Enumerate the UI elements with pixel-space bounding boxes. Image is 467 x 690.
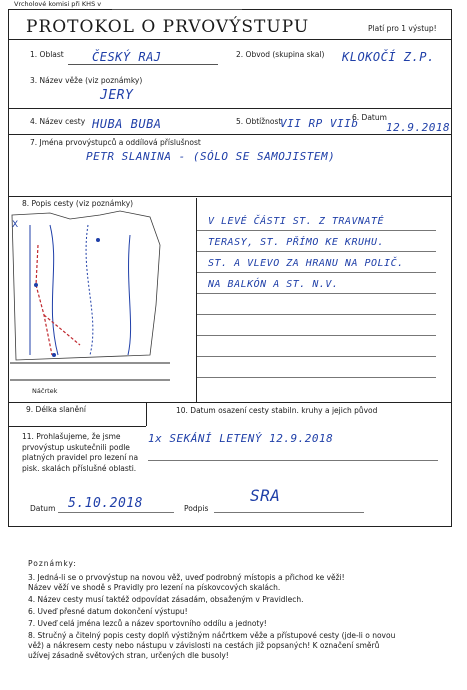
notes-heading: Poznámky: xyxy=(28,559,77,568)
area-value: ČESKÝ RAJ xyxy=(92,50,162,64)
date-label-6: 6. Datum xyxy=(352,113,387,122)
declaration-text: 11. Prohlašujeme, že jsme prvovýstup uskutečnili podle platných pravidel pro lezení na pisk. skalách příslušné oblasti. xyxy=(22,432,139,473)
date-value: 5.10.2018 xyxy=(68,496,143,511)
description-line: TERASY, ST. PŘÍMO KE KRUHU. xyxy=(208,237,385,248)
climbers-label: 7. Jména prvovýstupců a oddílová příslušnost xyxy=(30,138,201,147)
tower-label: 3. Název věže (viz poznámky) xyxy=(30,76,143,85)
route-name-label: 4. Název cesty xyxy=(30,117,86,126)
description-line: V LEVÉ ČÁSTI ST. Z TRAVNATÉ xyxy=(208,216,385,227)
protocol-title: PROTOKOL O PRVOVÝSTUPU xyxy=(26,17,310,37)
district-label: 2. Obvod (skupina skal) xyxy=(236,50,325,59)
note-item: 7. Uveď celá jména lezců a název sportovního oddílu a jednoty! xyxy=(28,619,267,628)
svg-text:X: X xyxy=(12,220,19,230)
district-value: KLOKOČÍ Z.P. xyxy=(342,50,435,64)
signature-label: Podpis xyxy=(184,504,209,513)
date-label: Datum xyxy=(30,504,56,513)
climbers-value: PETR SLANINA - (SÓLO SE SAMOJISTEM) xyxy=(86,150,336,163)
note-item: 3. Jedná-li se o prvovýstup na novou věž, uveď podrobný místopis a přichod ke věži! xyxy=(28,573,345,582)
difficulty-label: 5. Obtížnost xyxy=(236,117,282,126)
area-label: 1. Oblast xyxy=(30,50,64,59)
validity-note: Platí pro 1 výstup! xyxy=(368,24,437,33)
date-value-6: 12.9.2018 xyxy=(386,121,451,134)
sketch-label: Náčrtek xyxy=(32,387,58,395)
note-item: 8. Stručný a čitelný popis cesty doplň výstižným náčrtkem věže a přístupové cesty (jde-li o novou xyxy=(28,631,396,640)
bolts-date-value: 1x SEKÁNÍ LETENÝ 12.9.2018 xyxy=(148,432,334,445)
signature-value: SRA xyxy=(250,486,281,505)
bolts-date-label: 10. Datum osazení cesty stabiln. kruhy a jejich původ xyxy=(176,406,378,415)
note-item: věž) a nákresem cesty nebo nástupu v závislosti na cestách již popsaných! K označení směrů xyxy=(28,641,380,650)
description-line: NA BALKÓN A ST. N.V. xyxy=(208,279,339,290)
description-line: ST. A VLEVO ZA HRANU NA POLIČ. xyxy=(208,258,404,269)
note-item: 4. Název cesty musí taktéž odpovídat zásadám, obsaženým v Pravidlech. xyxy=(28,595,304,604)
route-sketch xyxy=(10,205,170,395)
tower-value: JERY xyxy=(100,88,134,103)
route-name-value: HUBA BUBA xyxy=(92,117,162,131)
note-item: Název věží ve shodě s Pravidly pro lezení na pískovcových skalách. xyxy=(28,583,281,592)
note-item: 6. Uveď přesné datum dokončení výstupu! xyxy=(28,607,188,616)
note-item: užívej zásadně světových stran, určených dle busoly! xyxy=(28,651,229,660)
rappel-length-label: 9. Délka slanění xyxy=(26,405,86,414)
commission-label: Vrcholové komisi při KHS v xyxy=(14,0,102,8)
difficulty-value: VII RP VIIb xyxy=(280,117,359,130)
route-description-label: 8. Popis cesty (viz poznámky) xyxy=(22,199,134,208)
